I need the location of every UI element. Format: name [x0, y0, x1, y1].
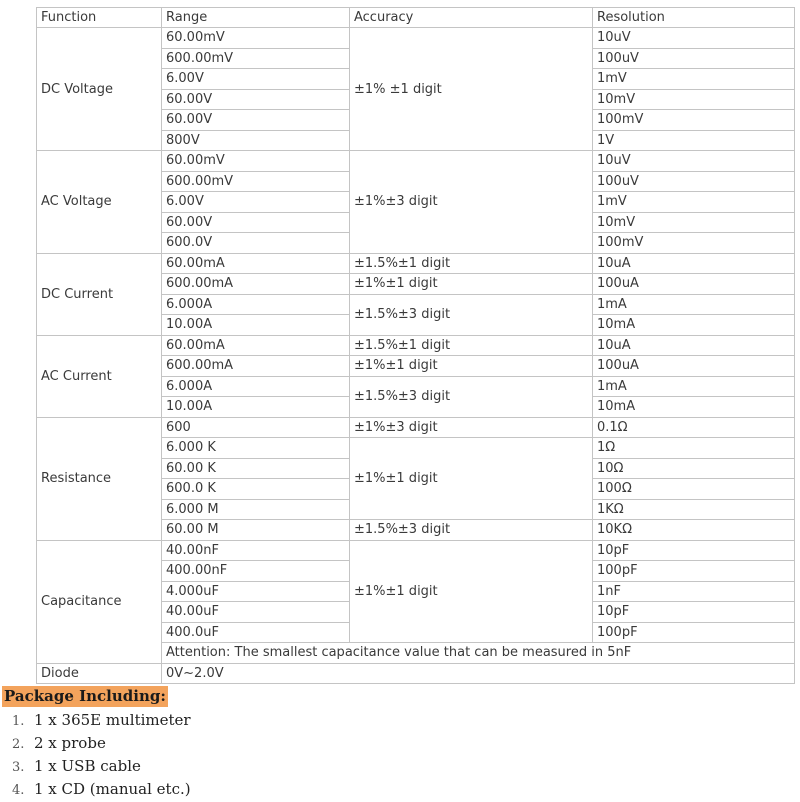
- resolution-cell: 1nF: [593, 581, 795, 602]
- range-cell: 60.00V: [162, 110, 350, 131]
- accuracy-cell: ±1.5%±1 digit: [350, 335, 593, 356]
- range-cell: 10.00A: [162, 315, 350, 336]
- range-cell: 6.000A: [162, 376, 350, 397]
- accuracy-cell: ±1% ±1 digit: [350, 28, 593, 151]
- range-cell: 60.00 K: [162, 458, 350, 479]
- package-title: Package Including:: [4, 687, 166, 705]
- resolution-cell: 10mA: [593, 397, 795, 418]
- resolution-cell: 10pF: [593, 540, 795, 561]
- list-item-number: 4.: [12, 783, 25, 798]
- range-cell: 6.000 K: [162, 438, 350, 459]
- range-cell: 60.00mA: [162, 253, 350, 274]
- table-row: [37, 417, 795, 438]
- resolution-cell: 10mV: [593, 212, 795, 233]
- range-cell: 600.00mV: [162, 171, 350, 192]
- resolution-cell: 10uV: [593, 151, 795, 172]
- list-item-text: 2 x probe: [34, 734, 106, 752]
- function-cell: DC Voltage: [37, 28, 162, 151]
- header-function: Function: [37, 8, 162, 28]
- resolution-cell: 1mV: [593, 192, 795, 213]
- accuracy-cell: ±1%±3 digit: [350, 417, 593, 438]
- range-cell: 60.00mA: [162, 335, 350, 356]
- resolution-cell: 1V: [593, 130, 795, 151]
- list-item-number: 2.: [12, 737, 25, 752]
- list-item-text: 1 x 365E multimeter: [34, 711, 191, 729]
- range-cell: 400.0uF: [162, 622, 350, 643]
- package-list: [0, 709, 191, 801]
- resolution-cell: 10mA: [593, 315, 795, 336]
- function-cell: DC Current: [37, 253, 162, 335]
- list-item: [0, 778, 191, 801]
- accuracy-cell: ±1%±3 digit: [350, 151, 593, 254]
- resolution-cell: 100pF: [593, 561, 795, 582]
- resolution-cell: 10KΩ: [593, 520, 795, 541]
- table-row: [37, 151, 795, 172]
- range-cell: 60.00mV: [162, 28, 350, 49]
- function-cell: Resistance: [37, 417, 162, 540]
- range-cell: 6.00V: [162, 192, 350, 213]
- resolution-cell: 100uV: [593, 171, 795, 192]
- table-row: [37, 663, 795, 684]
- resolution-cell: 100mV: [593, 233, 795, 254]
- table-row: [37, 540, 795, 561]
- function-cell: Diode: [37, 663, 162, 684]
- header-range: Range: [162, 8, 350, 28]
- range-cell: 600.00mA: [162, 356, 350, 377]
- resolution-cell: 100uV: [593, 48, 795, 69]
- resolution-cell: 10uA: [593, 253, 795, 274]
- accuracy-cell: ±1%±1 digit: [350, 438, 593, 520]
- range-cell: 6.000A: [162, 294, 350, 315]
- resolution-cell: 100uA: [593, 274, 795, 295]
- range-cell: 60.00mV: [162, 151, 350, 172]
- range-cell: 600.00mA: [162, 274, 350, 295]
- resolution-cell: 1Ω: [593, 438, 795, 459]
- accuracy-cell: ±1%±1 digit: [350, 274, 593, 295]
- accuracy-cell: ±1.5%±3 digit: [350, 294, 593, 335]
- resolution-cell: 10mV: [593, 89, 795, 110]
- resolution-cell: 100uA: [593, 356, 795, 377]
- range-cell: 40.00uF: [162, 602, 350, 623]
- spec-table: [36, 7, 795, 684]
- resolution-cell: 10uA: [593, 335, 795, 356]
- range-cell: 800V: [162, 130, 350, 151]
- range-cell: 600.0 K: [162, 479, 350, 500]
- table-row: [37, 253, 795, 274]
- accuracy-cell: ±1.5%±3 digit: [350, 520, 593, 541]
- list-item-text: 1 x USB cable: [34, 757, 141, 775]
- range-cell: 60.00 M: [162, 520, 350, 541]
- header-resolution: Resolution: [593, 8, 795, 28]
- range-cell: 600.00mV: [162, 48, 350, 69]
- accuracy-cell: ±1.5%±1 digit: [350, 253, 593, 274]
- resolution-cell: 10Ω: [593, 458, 795, 479]
- function-cell: Capacitance: [37, 540, 162, 663]
- resolution-cell: 1mA: [593, 294, 795, 315]
- range-cell: 40.00nF: [162, 540, 350, 561]
- resolution-cell: 10uV: [593, 28, 795, 49]
- list-item: [0, 755, 191, 778]
- range-cell: 4.000uF: [162, 581, 350, 602]
- table-header-row: [37, 8, 795, 28]
- range-cell: 60.00V: [162, 89, 350, 110]
- accuracy-cell: ±1%±1 digit: [350, 356, 593, 377]
- range-cell: 600.0V: [162, 233, 350, 254]
- resolution-cell: 10pF: [593, 602, 795, 623]
- resolution-cell: 0.1Ω: [593, 417, 795, 438]
- list-item: [0, 709, 191, 732]
- range-cell: 6.000 M: [162, 499, 350, 520]
- table-row: [37, 28, 795, 49]
- function-cell: AC Voltage: [37, 151, 162, 254]
- header-accuracy: Accuracy: [350, 8, 593, 28]
- resolution-cell: 100mV: [593, 110, 795, 131]
- list-item-text: 1 x CD (manual etc.): [34, 780, 191, 798]
- resolution-cell: 100pF: [593, 622, 795, 643]
- range-cell: 400.00nF: [162, 561, 350, 582]
- range-cell: 6.00V: [162, 69, 350, 90]
- capacitance-note: Attention: The smallest capacitance value that can be measured in 5nF: [162, 643, 795, 664]
- list-item: [0, 732, 191, 755]
- resolution-cell: 1mA: [593, 376, 795, 397]
- range-cell: 10.00A: [162, 397, 350, 418]
- accuracy-cell: ±1%±1 digit: [350, 540, 593, 643]
- accuracy-cell: ±1.5%±3 digit: [350, 376, 593, 417]
- table-row: [37, 335, 795, 356]
- resolution-cell: 1mV: [593, 69, 795, 90]
- range-cell: 600: [162, 417, 350, 438]
- resolution-cell: 100Ω: [593, 479, 795, 500]
- resolution-cell: 1KΩ: [593, 499, 795, 520]
- range-cell: 60.00V: [162, 212, 350, 233]
- list-item-number: 1.: [12, 714, 25, 729]
- range-cell: 0V~2.0V: [162, 663, 795, 684]
- list-item-number: 3.: [12, 760, 25, 775]
- function-cell: AC Current: [37, 335, 162, 417]
